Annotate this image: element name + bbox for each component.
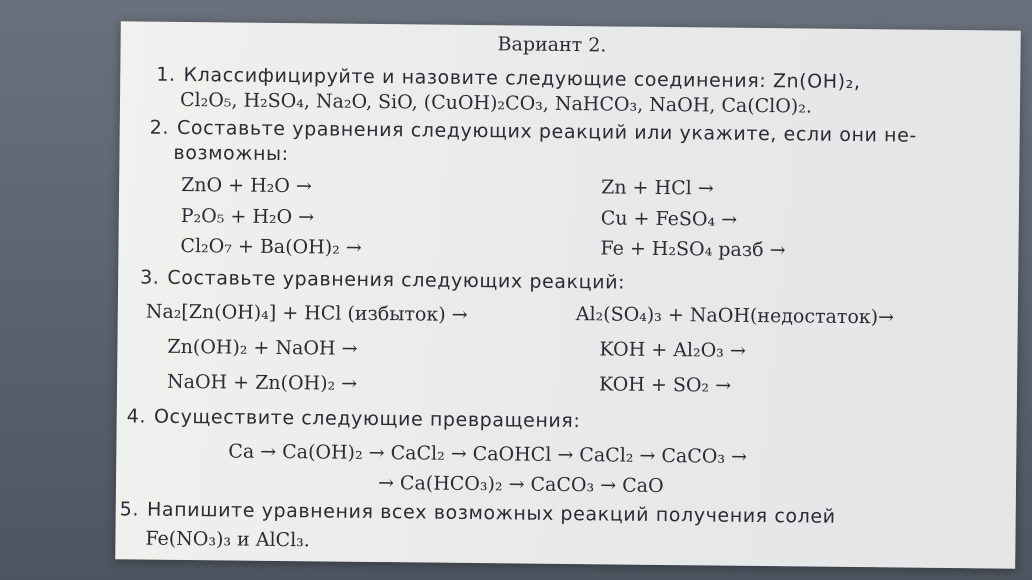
task-3-eq-right-3: KOH + SO₂ → [598, 373, 732, 397]
task-4-chain-1: Ca → Ca(OH)₂ → CaCl₂ → CaOHCl → CaCl₂ → CaCO₃ → [228, 440, 748, 468]
task-3-text: Составьте уравнения следующих реакций: [167, 266, 626, 294]
task-2-eq-left-2: P₂O₅ + H₂O → [180, 204, 315, 229]
task-3-eq-left-2: Zn(OH)₂ + NaOH → [167, 335, 358, 360]
task-3-eq-left-3: NaOH + Zn(OH)₂ → [166, 370, 358, 395]
worksheet-paper [115, 21, 1021, 568]
task-2-eq-right-3: Fe + H₂SO₄ разб → [600, 237, 786, 262]
task-5 [120, 498, 836, 527]
task-2-text-cont: возможны: [173, 141, 289, 166]
task-5-text-cont: Fe(NO₃)₃ и AlCl₃. [145, 527, 311, 552]
task-2-eq-right-2: Cu + FeSO₄ → [600, 207, 738, 231]
task-2-eq-left-3: Cl₂O₇ + Ba(OH)₂ → [180, 234, 362, 259]
task-3-eq-right-2: KOH + Al₂O₃ → [599, 338, 746, 362]
task-3-number: 3. [140, 266, 160, 289]
task-1-text: Классифицируйте и назовите следующие соединения: Zn(OH)₂, [183, 63, 861, 94]
task-4-number: 4. [126, 405, 147, 428]
task-2-eq-right-1: Zn + HCl → [601, 176, 714, 200]
task-1 [156, 64, 861, 93]
task-4 [127, 405, 581, 432]
task-2-number: 2. [149, 116, 170, 139]
task-5-number: 5. [119, 498, 140, 521]
task-3-eq-right-1: Al₂(SO₄)₃ + NaOH(недостаток)→ [575, 303, 895, 329]
task-3 [140, 267, 625, 294]
task-4-text: Осуществите следующие превращения: [153, 405, 581, 433]
task-2-eq-left-1: ZnO + H₂O → [181, 173, 312, 198]
task-1-compounds: Cl₂O₅, H₂SO₄, Na₂O, SiO, (CuOH)₂CO₃, NaHCO₃, NaOH, Ca(ClO)₂. [179, 88, 813, 118]
task-5-text: Напишите уравнения всех возможных реакций получения солей [146, 498, 836, 528]
variant-title: Вариант 2. [497, 33, 607, 57]
task-4-chain-2: → Ca(HCO₃)₂ → CaCO₃ → CaO [377, 472, 664, 498]
task-2-text: Составьте уравнения следующих реакций или укажите, если они не- [176, 116, 918, 147]
task-3-eq-left-1: Na₂[Zn(OH)₄] + HCl (избыток) → [145, 300, 468, 326]
task-1-number: 1. [156, 63, 176, 86]
